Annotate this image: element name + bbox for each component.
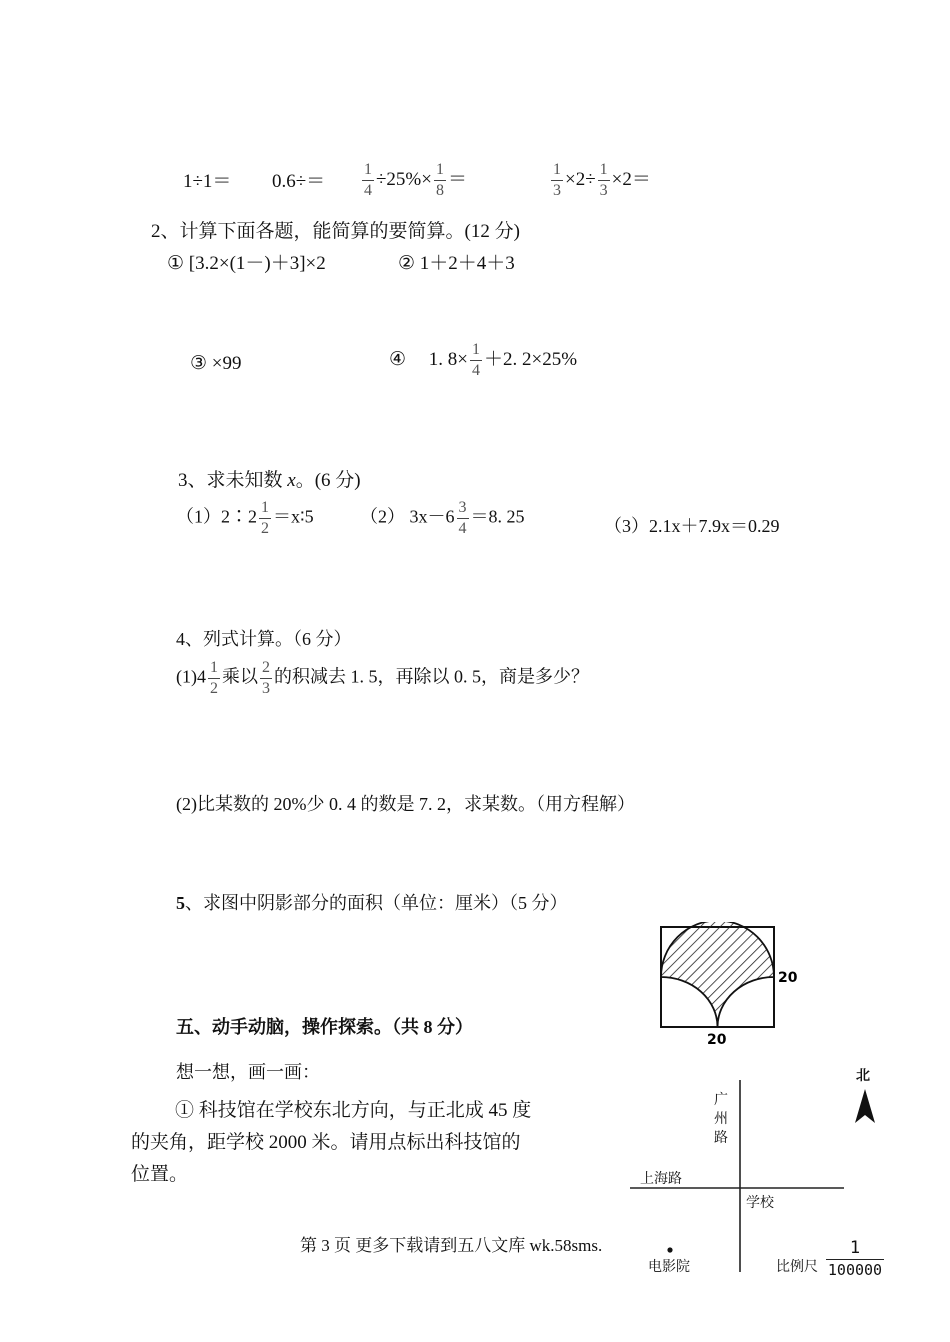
fraction: $\frac{1}{3}$ — [599, 161, 608, 199]
q3-p1: （1）2∶2 $\frac{1}{2}$ ＝x∶5 — [176, 499, 314, 537]
q4-heading: 4、列式计算。（6 分） — [176, 629, 352, 649]
section5-paragraph: ① 科技馆在学校东北方向，与正北成 45 度 的夹角，距学校 2000 米。请用点标出科技馆的 位置。 — [131, 1100, 532, 1185]
q2-item4: ④ 1. 8× $\frac{1}{4}$ ＋2. 2×25% — [389, 341, 578, 379]
fraction: $\frac{1}{8}$ — [435, 161, 444, 199]
road-guangzhou-2: 州 — [714, 1111, 728, 1127]
fraction: $\frac{1}{4}$ — [472, 341, 481, 379]
north-arrow-icon — [853, 1089, 877, 1125]
q1-d: $\frac{1}{3}$ ×2÷ $\frac{1}{3}$ ×2＝ — [553, 161, 651, 199]
q3-p2: （2） 3x－6 $\frac{3}{4}$ ＝8. 25 — [360, 499, 525, 537]
q2-item1: ① [3.2×(1－)＋3]×2 — [167, 253, 326, 274]
q1-b: 0.6÷＝ — [272, 171, 326, 192]
q4-s1: (1)4 $\frac{1}{2}$ 乘以 $\frac{2}{3}$ 的积减去 1. 5，再除以 0. 5，商是多少？ — [176, 659, 589, 697]
fraction: $\frac{3}{4}$ — [458, 499, 467, 537]
section5-intro: 想一想，画一画： — [176, 1062, 320, 1082]
fraction: $\frac{1}{4}$ — [364, 161, 372, 199]
fraction: $\frac{1}{2}$ — [261, 499, 269, 537]
north-label: 北 — [856, 1068, 870, 1084]
fraction: $\frac{1}{2}$ — [210, 659, 218, 697]
q3-p3: （3）2.1x＋7.9x＝0.29 — [604, 516, 780, 536]
q2-heading: 2、计算下面各题，能简算的要简算。(12 分) — [151, 221, 520, 242]
section5-heading: 五、动手动脑，操作探索。（共 8 分） — [176, 1017, 473, 1037]
scale-fraction: 1 100000 — [827, 1238, 883, 1279]
road-shanghai: 上海路 — [640, 1171, 682, 1187]
road-guangzhou-3: 路 — [714, 1130, 728, 1146]
school-label: 学校 — [746, 1195, 774, 1211]
q3-heading: 3、求未知数 x。(6 分) — [178, 470, 361, 491]
q1-c: $\frac{1}{4}$ ÷25%× $\frac{1}{8}$ ＝ — [364, 161, 467, 199]
q5-heading: 5、求图中阴影部分的面积（单位：厘米）（5 分） — [176, 893, 568, 913]
fraction: $\frac{2}{3}$ — [262, 659, 270, 697]
road-guangzhou-1: 广 — [714, 1092, 728, 1108]
shaded-area-figure — [655, 922, 800, 1047]
q4-s2: (2)比某数的 20%少 0. 4 的数是 7. 2，求某数。（用方程解） — [176, 794, 635, 814]
cinema-label: 电影院 — [648, 1259, 690, 1275]
q2-item2: ② 1＋2＋4＋3 — [398, 253, 515, 274]
page-footer: 第 3 页 更多下载请到五八文库 wk.58sms. — [300, 1236, 603, 1255]
dim-right-label: 20 — [778, 970, 798, 986]
fraction: $\frac{1}{3}$ — [553, 161, 561, 199]
scale-label: 比例尺 — [776, 1259, 818, 1275]
q2-item3: ③ ×99 — [190, 353, 242, 374]
q1-row — [183, 166, 231, 193]
dim-bottom-label: 20 — [707, 1032, 727, 1047]
q1-a: 1÷1＝ — [183, 171, 232, 192]
